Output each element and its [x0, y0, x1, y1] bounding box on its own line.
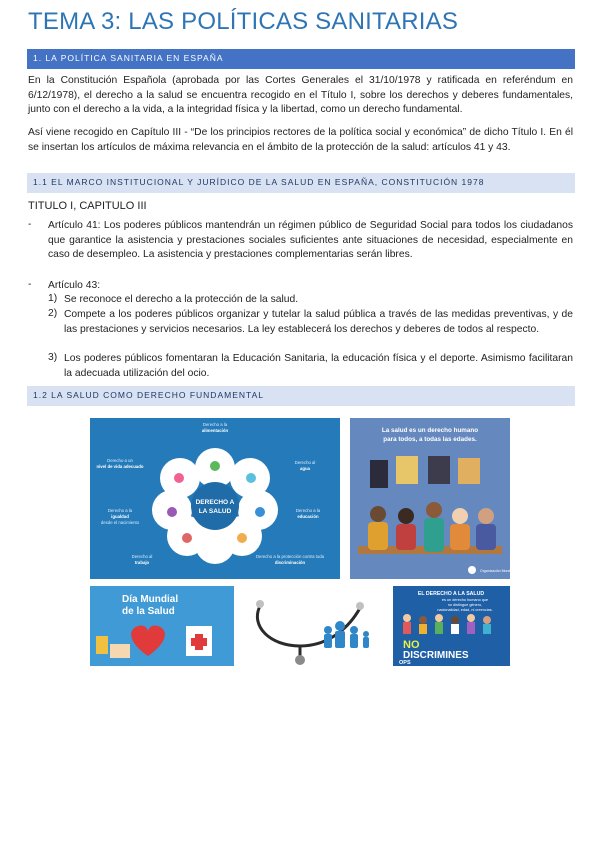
infographic-label: Derecho a la	[202, 422, 228, 427]
list-item: Se reconoce el derecho a la protección de la salud.	[64, 294, 299, 305]
list-number: 2)	[48, 308, 58, 319]
dia-mundial-line1: Día Mundial	[122, 594, 179, 605]
infographic-label: Derecho a la	[295, 508, 321, 513]
who-poster-line2: para todos, a todas las edades.	[383, 436, 477, 443]
dia-mundial-line2: de la Salud	[122, 606, 175, 617]
infographic-label-bold: nivel de vida adecuado	[96, 464, 144, 469]
section-heading-1	[27, 49, 575, 69]
infographic-label: Derecho al	[131, 554, 153, 559]
infographic-label: Derecho a un	[107, 458, 133, 463]
section-heading-1-2-label: 1.2 LA SALUD COMO DERECHO FUNDAMENTAL	[33, 390, 264, 400]
infographic-label-bold: agua	[299, 466, 311, 471]
infographic-label: Derecho a la	[107, 508, 133, 513]
dia-mundial-salud-image	[90, 586, 234, 666]
bullet-marker: -	[28, 279, 32, 290]
stethoscope-image	[240, 586, 388, 666]
infographic-label: desde el nacimiento	[100, 520, 140, 525]
article-41: Artículo 41: Los poderes públicos mantendrán un régimen público de Seguridad Social para todos los ciudadanos que garantice la asistencia y prestaciones sociales suficientes ante situaciones de necesidad, especialmente en caso de desempleo. La asistencia y prestaciones complementarias serán libres.	[48, 220, 573, 261]
no-discrimines-line2: es un derecho humano que	[441, 598, 489, 602]
list-number: 1)	[48, 293, 58, 304]
infographic-label: Derecho a la protección contra toda	[255, 554, 325, 559]
no-discrimines-image	[393, 586, 510, 666]
list-item: Compete a los poderes públicos organizar y tutelar la salud pública a través de las medidas preventivas, y de las prestaciones y servicios necesarios. La ley establecerá los derechos y deberes de todos al respecto.	[64, 309, 573, 335]
page-title: TEMA 3: LAS POLÍTICAS SANITARIAS	[28, 8, 459, 35]
infographic-label-bold: educación	[297, 514, 319, 519]
no-discrimines-line1: EL DERECHO A LA SALUD	[417, 591, 485, 597]
infographic-label-bold: discriminación	[274, 560, 306, 565]
no-discrimines-big1: NO	[403, 639, 420, 651]
paragraph-constitucion: En la Constitución Española (aprobada por las Cortes Generales el 31/10/1978 y ratificada en referéndum en 6/12/1978), el derecho a la salud se encuentra recogido en el Título I, sobre los derechos y deberes fundamentales, junto con el derecho a la vida, a la integridad física y la libertad, como un derecho fundamental.	[28, 75, 573, 116]
infographic-label-bold: igualdad	[111, 514, 129, 519]
no-discrimines-org: OPS	[399, 660, 411, 666]
paragraph-capitulo-iii: Así viene recogido en Capítulo III - “De los principios rectores de la política social y económica” de dicho Título I. En él se insertan los artículos de máxima relevancia en el ámbito de la protección de la salud: artículos 41 y 43.	[28, 127, 573, 153]
who-poster-line1: La salud es un derecho humano	[381, 427, 479, 434]
infographic-derecho-salud-image	[90, 418, 340, 579]
section-heading-1-1	[27, 173, 575, 193]
who-poster-org: Organización Mundial de la Salud	[480, 569, 533, 573]
list-item: Los poderes públicos fomentaran la Educación Sanitaria, la educación física y el deporte. Asimismo facilitaran la adecuada utilización del ocio.	[64, 353, 573, 379]
infographic-label: Derecho al	[294, 460, 316, 465]
infographic-label-bold: alimentación	[201, 428, 229, 433]
section-heading-1-2	[27, 386, 575, 406]
no-discrimines-line4: nacionalidad, edad, ni creencias.	[437, 608, 493, 612]
subheading-titulo: TITULO I, CAPITULO III	[28, 200, 147, 212]
article-43-label: Artículo 43:	[48, 280, 101, 291]
section-heading-1-label: 1. LA POLÍTICA SANITARIA EN ESPAÑA	[33, 53, 224, 63]
no-discrimines-big2: DISCRIMINES	[403, 650, 469, 661]
who-poster-image	[350, 418, 533, 579]
infographic-label-bold: trabajo	[134, 560, 150, 565]
list-number: 3)	[48, 352, 58, 363]
no-discrimines-line3: no distingue género,	[447, 603, 483, 607]
bullet-marker: -	[28, 219, 32, 230]
infographic-center-line2: LA SALUD	[198, 508, 232, 515]
infographic-center-line1: DERECHO A	[195, 499, 235, 506]
section-heading-1-1-label: 1.1 EL MARCO INSTITUCIONAL Y JURÍDICO DE LA SALUD EN ESPAÑA, CONSTITUCIÓN 1978	[33, 177, 485, 187]
